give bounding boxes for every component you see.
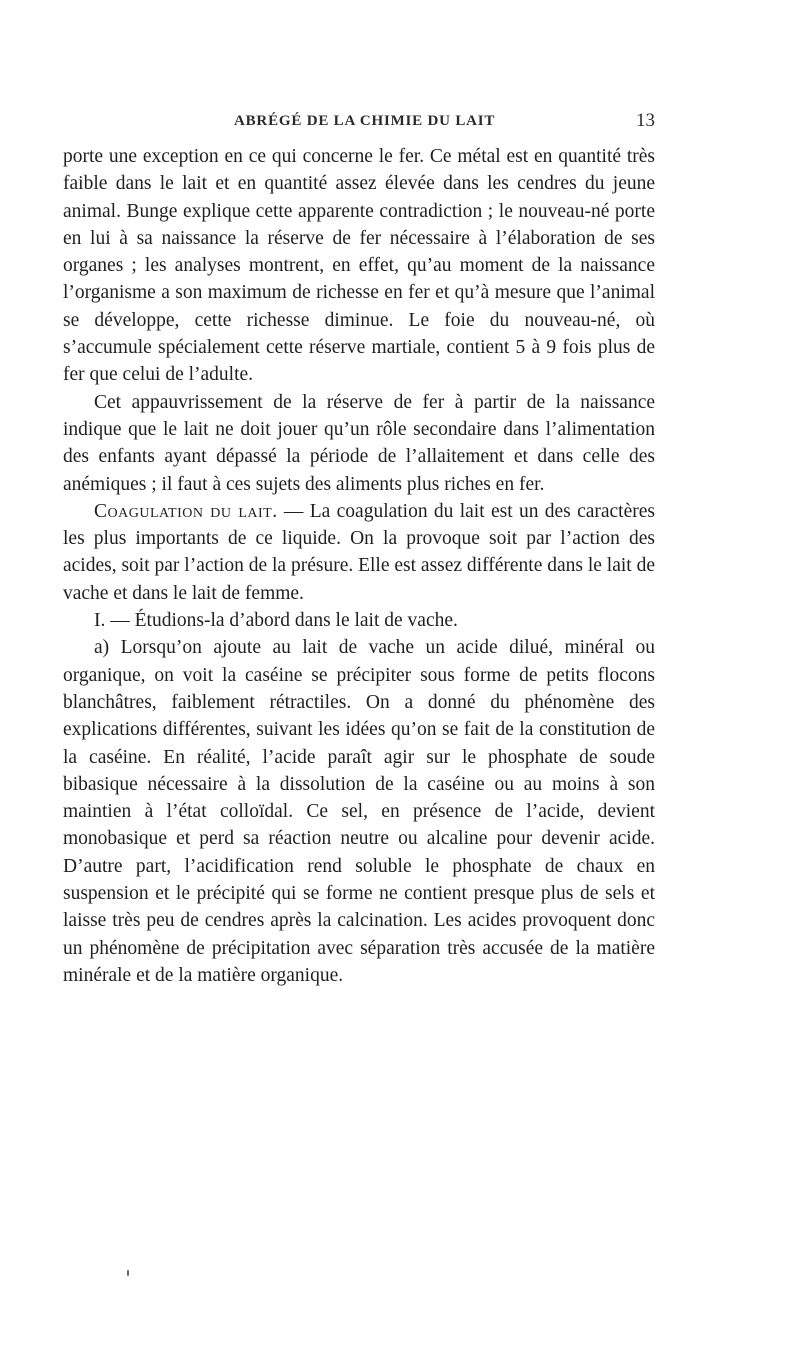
running-title: ABRÉGÉ DE LA CHIMIE DU LAIT bbox=[234, 113, 496, 129]
paragraph-coagulation bbox=[63, 498, 655, 607]
paragraph-acid-coagulation: a) Lorsqu’on ajoute au lait de vache un acide dilué, minéral ou organique, on voit la caséine se précipiter sous forme de petits flocons blanchâtres, faiblement rétractiles. On a donné du phénomène des explications différentes, suivant les idées qu’on se fait de la constitution de la caséine. En réalité, l’acide paraît agir sur le phosphate de soude bibasique nécessaire à la dissolution de la caséine ou au moins à son maintien à l’état colloïdal. Ce sel, en présence de l’acide, devient monobasique et perd sa réaction neutre ou alcaline pour devenir acide. D’autre part, l’acidification rend soluble le phosphate de chaux en suspension et le précipité qui se forme ne contient presque plus de sels et laisse très peu de cendres après la calcination. Les acides provoquent donc un phénomène de précipitation avec séparation très accusée de la matière minérale et de la matière organique. bbox=[63, 637, 655, 986]
page-number: 13 bbox=[636, 110, 655, 131]
paragraph-coagulation-text: — La coagulation du lait est un des caractères les plus importants de ce liquide. On la provoque soit par l’action des acides, soit par l’action de la présure. Elle est assez différente dans le lait de vache et dans le lait de femme. bbox=[63, 500, 655, 604]
paragraph-iron-depletion: Cet appauvrissement de la réserve de fer à partir de la naissance indique que le lait ne doit jouer qu’un rôle secondaire dans l’alimentation des enfants ayant dépassé la période de l’allaitement et dans celle des anémiques ; il faut à ces sujets des aliments plus riches en fer. bbox=[63, 391, 655, 495]
paragraph-iron-exception: porte une exception en ce qui concerne le fer. Ce métal est en quantité très faible dans le lait et en quantité assez élevée dans les cendres du jeune animal. Bunge explique cette apparente contradiction ; le nouveau-né porte en lui à sa naissance la réserve de fer nécessaire à l’élaboration de ses organes ; les analyses montrent, en effet, qu’au moment de la naissance l’organisme a son maximum de richesse en fer et qu’à mesure que l’animal se développe, cette richesse diminue. Le foie du nouveau-né, où s’accumule spécialement cette réserve martiale, contient 5 à 9 fois plus de fer que celui de l’adulte. bbox=[63, 146, 655, 386]
section-heading-coagulation: Coagulation du lait. bbox=[94, 500, 278, 522]
paragraph-cow-milk-intro: I. — Étudions-la d’abord dans le lait de vache. bbox=[94, 610, 458, 632]
stray-ink-mark bbox=[127, 1270, 129, 1276]
body-text bbox=[63, 143, 655, 989]
